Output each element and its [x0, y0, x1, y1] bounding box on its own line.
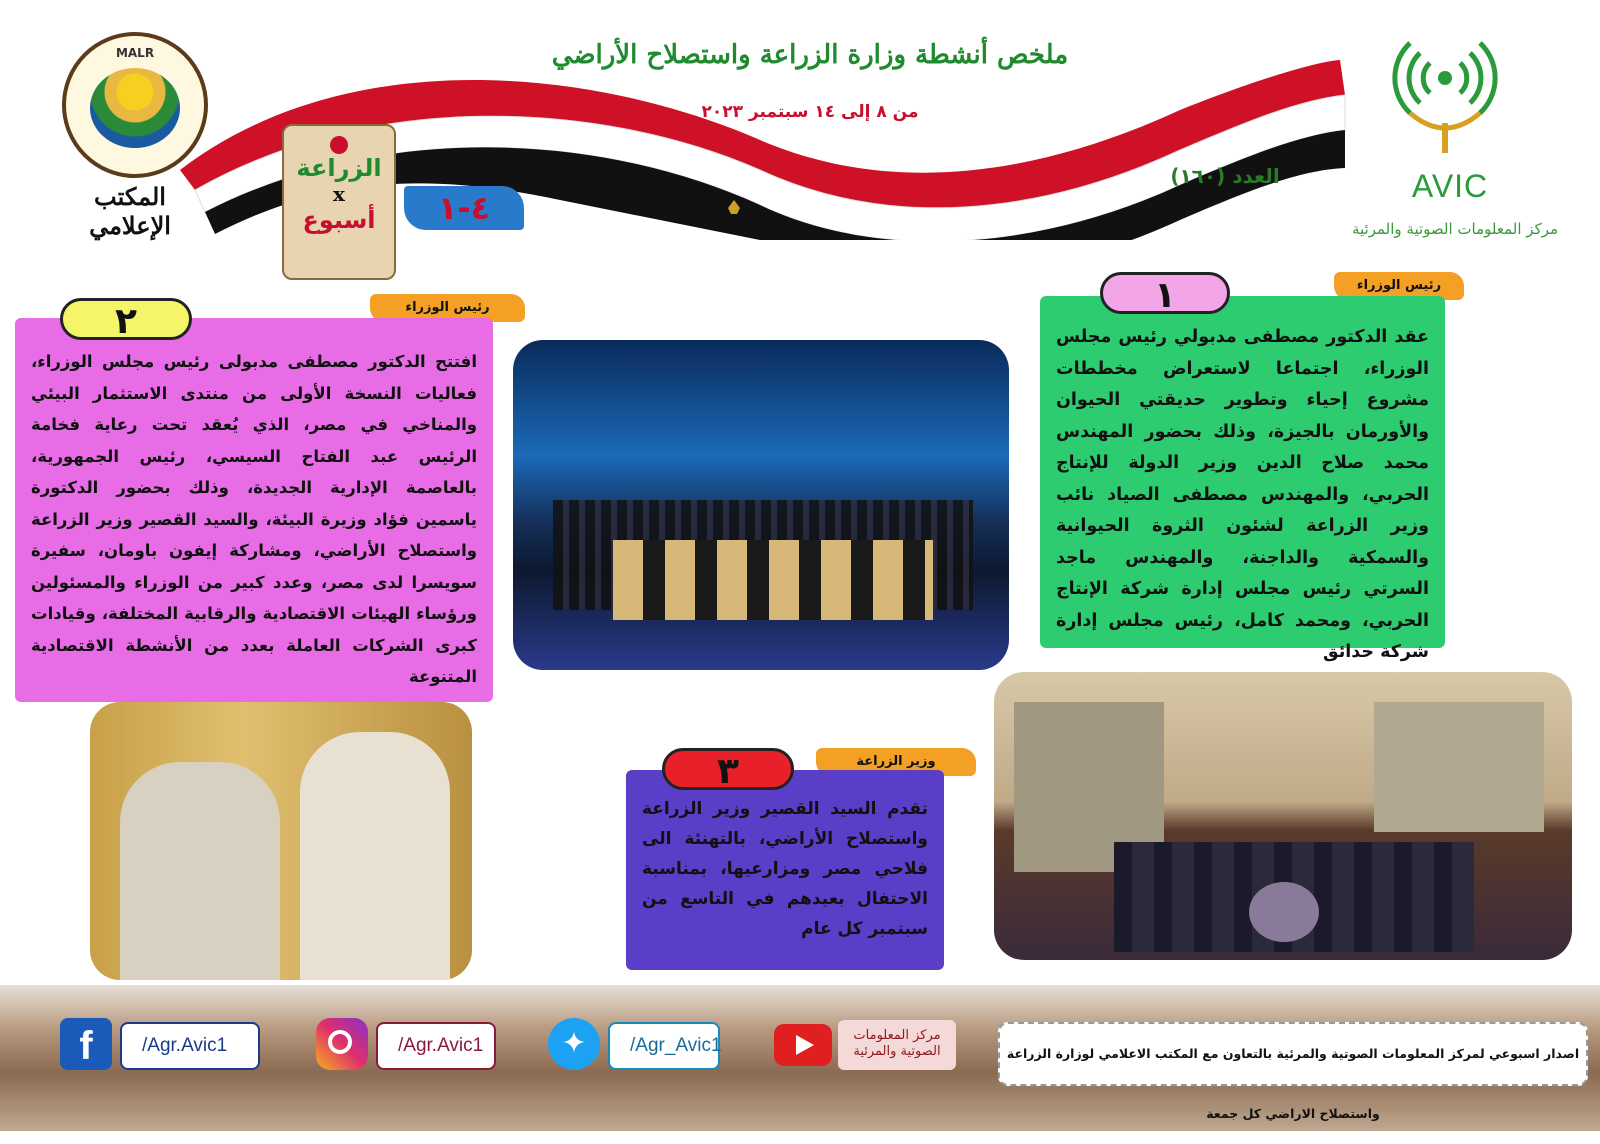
- twitter-link[interactable]: /Agr_Avic1: [608, 1022, 720, 1070]
- card1-text: عقد الدكتور مصطفى مدبولي رئيس مجلس الوزراء، اجتماعا لاستعراض مخططات مشروع إحياء وتطوير حديقتي الحيوان والأورمان بالجيزة، وذلك بحضور المهندس محمد صلاح الدين وزير الدولة للإنتاج الحربي، والمهندس مصطفى الصياد نائب وزير الزراعة لشئون الثروة الحيوانية والسمكية والداجنة، والمهندس ماجد السرتي رئيس مجلس إدارة شركة الإنتاج الحربي، ومحمد كامل، رئيس مجلس إدارة شركة حدائق: [1056, 327, 1429, 662]
- card1: [1040, 296, 1445, 662]
- week-tag-line1: الزراعة: [296, 154, 382, 182]
- card3: [626, 770, 944, 970]
- wheat-field-photo: [90, 702, 472, 980]
- front-row: [613, 540, 933, 620]
- youtube-icon[interactable]: [774, 1024, 832, 1066]
- week-tag-line2: x: [333, 182, 345, 206]
- malr-logo: [62, 32, 208, 178]
- page-title: ملخص أنشطة وزارة الزراعة واستصلاح الأراضي: [551, 40, 1069, 70]
- youtube-link[interactable]: مركز المعلومات الصوتية والمرئية: [838, 1020, 956, 1070]
- person-right: [300, 732, 450, 980]
- date-range: من ٨ إلى ١٤ سبتمبر ٢٠٢٣: [701, 102, 919, 122]
- page-label: ٤-١: [404, 186, 524, 230]
- table-emblem: [1249, 882, 1319, 942]
- avic-logo-text: AVIC: [1411, 168, 1489, 204]
- card3-tag: وزير الزراعة: [816, 748, 976, 776]
- card2-tag: رئيس الوزراء: [370, 294, 525, 322]
- sun-emblem-icon: [90, 68, 180, 148]
- broadcast-icon: [1390, 38, 1500, 163]
- forum-photo: [513, 340, 1009, 670]
- card2-text: افتتح الدكتور مصطفى مدبولى رئيس مجلس الوزراء، فعاليات النسخة الأولى من منتدى الاستثمار البيئي والمناخي في مصر، الذي يُعقد تحت رعاية فخامة الرئيس عبد الفتاح السيسي، رئيس الجمهورية، بالعاصمة الإدارية الجديدة، وذلك بحضور الدكتورة ياسمين فؤاد وزيرة البيئة، والسيد القصير وزير الزراعة واستصلاح الأراضي، ومشاركة إيفون باومان، سفيرة سويسرا لدى مصر، وعدد كبير من الوزراء والمسئولين ورؤساء الهيئات الاقتصادية والرقابية المختلفة، وقيادات كبرى الشركات العاملة بعدد من الأنشطة الاقتصادية المتنوعة: [31, 352, 477, 686]
- person-left: [120, 762, 280, 980]
- avic-name: مركز المعلومات الصوتية والمرئية: [1351, 220, 1559, 238]
- facebook-icon[interactable]: f: [60, 1018, 112, 1070]
- card3-number: ٣: [662, 748, 794, 790]
- card1-number: ١: [1100, 272, 1230, 314]
- pin-icon: [330, 136, 348, 154]
- wall-art-right: [1374, 702, 1544, 832]
- week-tag-line3: أسبوع: [302, 206, 376, 234]
- issue-number: العدد (١٦٠): [1170, 164, 1280, 188]
- facebook-link[interactable]: /Agr.Avic1: [120, 1022, 260, 1070]
- twitter-icon[interactable]: ✦: [548, 1018, 600, 1070]
- card2: [15, 318, 493, 702]
- meeting-photo: [994, 672, 1572, 960]
- footer-note: اصدار اسبوعي لمركز المعلومات الصوتية والمرئية بالتعاون مع المكتب الاعلامي لوزارة الزراعة واستصلاح الاراضي كل جمعة: [998, 1022, 1588, 1086]
- week-tag: [282, 124, 396, 280]
- instagram-icon[interactable]: [316, 1018, 368, 1070]
- card1-tag: رئيس الوزراء: [1334, 272, 1464, 300]
- media-office-label: المكتب الإعلامي: [89, 182, 171, 240]
- instagram-link[interactable]: /Agr.Avic1: [376, 1022, 496, 1070]
- card2-number: ٢: [60, 298, 192, 340]
- card3-text: تقدم السيد القصير وزير الزراعة واستصلاح الأراضي، بالتهنئة الى فلاحي مصر ومزارعيها، بمناسبة الاحتفال بعيدهم في التاسع من سبتمبر كل عام: [642, 799, 928, 939]
- malr-logo-text: MALR: [115, 46, 155, 60]
